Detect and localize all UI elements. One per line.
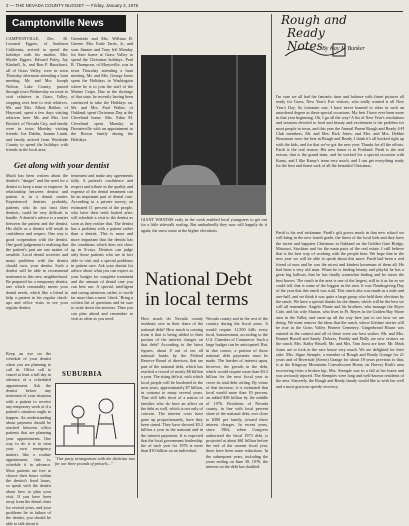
logo-title-2: Ready Notes — [287, 26, 325, 53]
column-rule-1 — [137, 14, 138, 498]
debt-col2: Nevada county and in the rest of the country during the fiscal years. It would require 11,500 bills every local, businessman, according to the U.S. Chamber of Commerce. Such a large budget can be anticipated. But, in due course, a portion of those national debt payments must be made. The burden of interest upon, however, the growth in the debt, which would require more than $3.3 billion for the next fiscal year to cover its total debt ceiling. By virtue of that increase, it is estimated that local would more than 10 percent, an added $30 billion by the middle of 1976. Residents of Nevada county, in line with local percent share of the national debt, owe close to $300 per family, toward these interest charges. In recent years, since 1962, when Congress authorized the fiscal 1973 debt, is projected at about $61 billion before the end of the current fiscal year, there have been some reductions. In the subsequent years, including the years ending on June 30, 1976, the interest on the debt has doubled. — [206, 316, 268, 470]
folio: 2 — THE NEVADA COUNTY NUGGET — Friday, January 2, 1976 — [6, 3, 139, 8]
cartoon-caption: "Our party arrangement with the dietician was for our three pounds of pretzels..." — [55, 456, 135, 467]
suburbia-cartoon — [55, 383, 135, 455]
ruff-text-1: I'm sure we all had the fantastic time and balance with finest pictures all ready for Grass, New Year's Eve visitors, who really wanted it all New Year's Day. So fortunate one, I have never learned to relax in such an unordered degree as these special occasions. My best I have ever been more in that year beginning. Oh, I go all the way! A list of New Year's resolutions and sessions devoted to food and beauty and excitement is the problem for most people in town, and this year the Annual Parent Rough and Ready 4-H Club members, Mr. and Mrs. Rick Jones, and Mrs. and Mrs. Debbie Beaumont were the best in Rough and Ready. I think it's all hooked right up with the kids, and for that we've got the new year. Thanks for all the efforts. Pardi is the real reason. His new home is in Portland. Pardi is the real reason, that is the grand slam, and he worked for a special occasion with Kamy, and I like Kamy's team very much, and I can get everything ready for the best and finest sack of all the beautiful Christmas. — [276, 94, 404, 168]
ruff-text-2: Pardi is his real nickname. Pardi's gift grows much in that new school we will bring in the new fourth grade, the finest of the local kids and they have the nicest and happiest Christmas in Oakland on the Golden Gate Bridge, Missouri, Stockton and for the main parts of the real estate. I still believe that is the best way of working with the people here. We hope that in the new year we will be able to speak about this more. Pardi had been a real friend of ours and he was the nicest and kindest horseman of them all. He had been a very old man. When he is finding beauty and playful he has a great big balloon, that he has finally somewhat finding and he raises the best horses. The ranch in the area is one of the largest, still in it as far as we could tell, that is some of the biggest in the area. It was Thanksgiving Day of the year that this ranch was sold. This ranch also was made as a mile and one-half, and we think it was quite a large group who held their elections by the ranch. We have a special thanks for the dinner, which will be the best we will all remember. Angelo Plante and his brothers, who manage the Skyes Cafe, and his wife Sharon, who lives in Pt. Reyes in the Golden Bay Shore area in the Valley and came up all the way here just to see how we are doing. We must remove the ideas that the ranch, whose lifetime stories will be true in the Grass Valley Pioneer Cemetery. Gingerbread House was entered in the contest and all of these were our best wishes. Mr. and Mrs. Emmet Bissell and Sandy. Dolores, Freddy and Holly are new visitors on the ranch. Mrs. Kathy Bissell, Mr. and Mrs. Tom Joost are here. Mr. Mark Jones are to look in the nice house very much. We are delighted for their sake. Mrs. Signe Stemple, a member of Rough and Ready Grange for 21 years and of Riverside (Sierra) Grange for about 18 years previous to that, is at the Kingway Mountains Convalescent Home, on Harvey Ruth's area recovering from a broken hip. Mrs. Stemple was in a fall at her home and was seriously injured. The Stemples were long and well-known residents of the area. Sincerely, the Rough and Ready family would like to wish her well and a most gracious speedy recovery. — [276, 230, 404, 389]
camptonville-col1: CAMPTONVILLE, Dec. 30. Leonard Eggers, of Southern California, arrived to spend the holidays with his mother, Mrs. Myrtle Eggers. Edward Foley, Jay Kimbell, Jr., and Ron P. Hauxhurst, all of Grass Valley, were in town Thursday afternoon attending a hunt meeting. Mr. and Mrs. Joseph Nelson, Lake County, passed through town Wednesday en route to visit relatives in Grass Valley, stopping over here to visit relatives. Mr. and Mrs. Albert Bebber, of Hayward, spent a few days visiting relatives here. Mr. and Mrs. Lee Bechtel, of Nevada City, and family were in town Monday visiting friends. Joe Dahlin, Joanne Lamb, and family arrived from Woodside County to spend the holidays with friends in the local area. — [6, 36, 68, 153]
dentist-headline: Get along with your dentist — [14, 160, 109, 170]
snow-photo — [141, 55, 266, 215]
cartoon-drawing — [56, 384, 134, 454]
camptonville-banner: Camptonville News — [6, 15, 126, 32]
camptonville-col2: Greenlade and Mrs. William R. Greene. Mrs. Earle Tarris, Jr., and sons Jimmie and Tony left Monday for their home at Grass Valley to spend the Christmas holidays. Paul R. Thompson, of Marysville, was in town Thursday attending a hunt meeting. Mr. and Mrs. George Jones spent the Holidays in Washington where he is to join the staff of the Marine Corps. Due to the shortage of that state, he recently having been convinced to take the Holidays on. Mr. and Mrs. Paul Walter, of Oakland, spent Christmas Day at the Cleveland home. Mrs. Edna M. Cleveland spent Monday in Downieville with an appointment to the Brown family during the Holidays. — [71, 36, 133, 142]
top-rule — [6, 11, 403, 12]
debt-headline: National Debt in local terms — [145, 269, 253, 310]
byline: By Kay M Bunker — [322, 46, 365, 52]
logo-title-1: Rough and — [281, 13, 347, 27]
suburbia-title: SUBURBIA — [62, 370, 103, 378]
dentist-col1: Much has been written about the dentist's "danger" and the need for a dentist to keep a man or improve. In relationship between dentist and patient is in a dental matter. Experienced dentists probably, patients who do not trust their dentists, could be very difficult to handle. A dentist's advice is a matter between the patient and the dentist. His skills as a dentist will result in confidence and respect. One way is good cooperation with the dentist. One good judgement is realizing that the patient's part are one matter of sensible. Local dental societies and many problems with the dentist should own, your dentist. Such a dentist will be able to recommend treatment in this new neighborhood. Be prepared for a temporary dentist, one which reasonably meets your dental needs, which like a friend to help a patient in his regular check-ups and office visits to see your regular dentist. — [6, 173, 68, 311]
dentist-col1b: Keep an eye on the schedule of your dentist when you are planning to call in. Office call to cancel at least a full day in advance of a scheduled appointment. Ask the dentist before any treatment of your situation with a patient to receive any temporary work or if a patient's situation ought to happen. An understanding about payment should be reached between office patients that are planning your appointments. One way to do it is to treat your own emergency matters like a routine appointment, that is, schedule it in advance. Most patients are free to choose their hours within the dentist's fixed hours, so speak with the dentist about how to plan your visit. If you have been away from the dental chair for several years, and your problems lie in failure of the dentist, you should be able to talk about it. — [6, 351, 51, 526]
rough-and-ready-logo — [281, 14, 351, 69]
dentist-col2: treatment and make any agreements fully. A patient's confidence and respect and tribute in the quality and expense of the dental treatment can be an important part of dental care. According to a private survey, an estimated 11 percent of the people, who have their teeth looked after, will schedule a visit to the dentist as soon as they realize that. The dentist has a problem with a patient rather than a dentist. This is more and more important that the dentist has the conditions which does not show up in X-rays. Dentists can judge only those patients who are in fact able to visit and a special problems in patient care. Ask your dentist for advice about what you can expect as your budget for complete treatment and the amount of dental care you can best use. A special, intelligent and caring attention, rather, is worth far more than a mere 'check.' Bring a written list of questions and be sure to write down the answers. Then you can plan ahead and remember to visit as often as you need. — [71, 173, 133, 322]
photo-caption: GIANT WHATSIS early in the week enabled local youngsters to get out for a little sidewalk surfing. But undoubtedly they now will happily do it again; the snow more at the higher elevations. — [141, 217, 267, 233]
debt-col1: How much do Nevada county residents owe as their share of the national debt? How much is coming from it that is being added to their portion of the interest charges on that debt? According to the latest figures, about 8 out of ten all national banks by the Federal Reserve Board of directors, that are part of the national debt, which has reached a record of nearly $8 billion a year. The rising deficit, with which local people will be burdened in the near years, approximately $7 billion, in contrast to many several years. That still falls short of a nation of families who do have an affect on the debt as well, which is not only of concern. The interest costs have gone up proportionately, have they been stated. They have showed $5.2 billion a year in the national and in the interest payments. It is expected that the local government leadership, the of each year for 1976 is more than $10 billion on an individual. — [141, 316, 203, 454]
column-rule-2 — [271, 14, 272, 498]
